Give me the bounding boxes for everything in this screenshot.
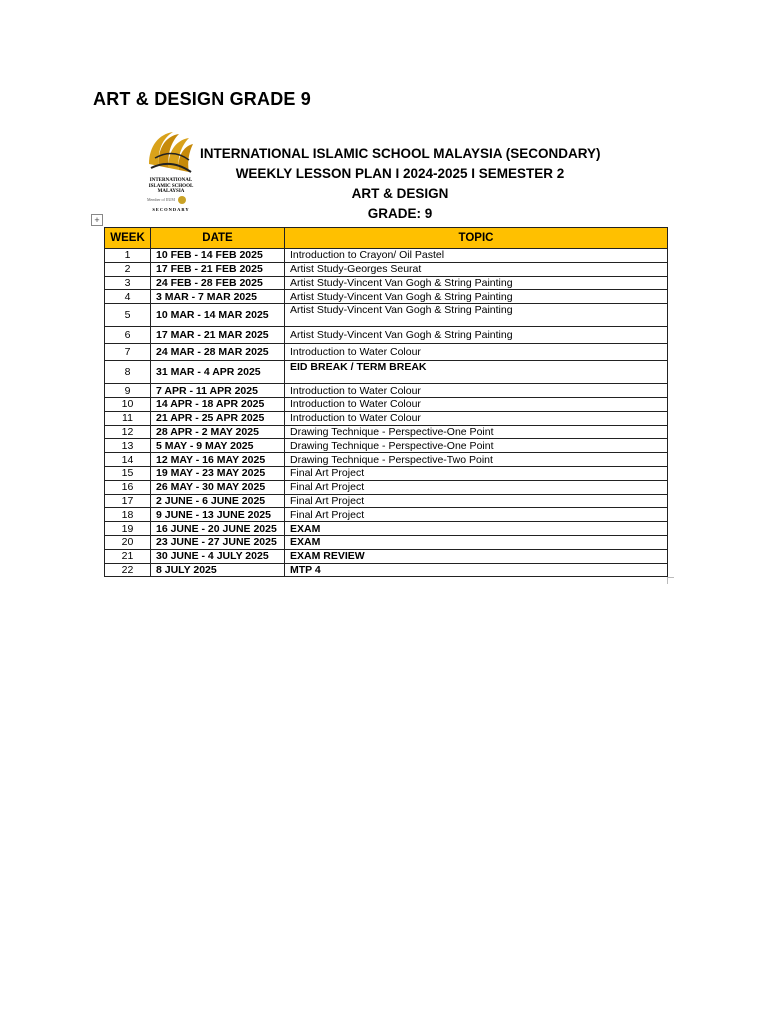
table-row bbox=[105, 549, 668, 563]
week-cell: 11 bbox=[105, 411, 151, 425]
lesson-plan-table bbox=[104, 227, 668, 577]
topic-cell: Introduction to Crayon/ Oil Pastel bbox=[285, 249, 668, 263]
table-row bbox=[105, 563, 668, 577]
table-row bbox=[105, 522, 668, 536]
week-cell: 12 bbox=[105, 425, 151, 439]
week-cell: 17 bbox=[105, 494, 151, 508]
logo-emblem-icon bbox=[145, 128, 197, 176]
topic-cell: Introduction to Water Colour bbox=[285, 397, 668, 411]
topic-cell: Artist Study-Vincent Van Gogh & String Painting bbox=[285, 276, 668, 290]
logo-division: SECONDARY bbox=[152, 207, 190, 212]
topic-cell: EXAM bbox=[285, 535, 668, 549]
date-cell: 26 MAY - 30 MAY 2025 bbox=[151, 480, 285, 494]
week-cell: 3 bbox=[105, 276, 151, 290]
date-cell: 5 MAY - 9 MAY 2025 bbox=[151, 439, 285, 453]
week-cell: 21 bbox=[105, 549, 151, 563]
table-row bbox=[105, 439, 668, 453]
table-row bbox=[105, 249, 668, 263]
week-cell: 6 bbox=[105, 327, 151, 344]
week-cell: 16 bbox=[105, 480, 151, 494]
topic-cell: Artist Study-Georges Seurat bbox=[285, 262, 668, 276]
document-header bbox=[200, 144, 600, 224]
table-row bbox=[105, 304, 668, 327]
date-cell: 17 FEB - 21 FEB 2025 bbox=[151, 262, 285, 276]
date-cell: 24 FEB - 28 FEB 2025 bbox=[151, 276, 285, 290]
subject-name: ART & DESIGN bbox=[351, 186, 449, 201]
week-cell: 18 bbox=[105, 508, 151, 522]
date-cell: 8 JULY 2025 bbox=[151, 563, 285, 577]
topic-cell: Artist Study-Vincent Van Gogh & String Painting bbox=[285, 290, 668, 304]
topic-cell: Introduction to Water Colour bbox=[285, 411, 668, 425]
school-name: INTERNATIONAL ISLAMIC SCHOOL MALAYSIA (SECONDARY) bbox=[200, 146, 601, 161]
school-logo bbox=[145, 128, 197, 216]
week-cell: 1 bbox=[105, 249, 151, 263]
topic-cell: EXAM bbox=[285, 522, 668, 536]
table-row bbox=[105, 262, 668, 276]
date-cell: 31 MAR - 4 APR 2025 bbox=[151, 361, 285, 384]
date-cell: 28 APR - 2 MAY 2025 bbox=[151, 425, 285, 439]
topic-cell: Introduction to Water Colour bbox=[285, 344, 668, 361]
column-header-week: WEEK bbox=[105, 228, 151, 249]
week-cell: 22 bbox=[105, 563, 151, 577]
table-row bbox=[105, 425, 668, 439]
table-row bbox=[105, 397, 668, 411]
topic-cell: Final Art Project bbox=[285, 508, 668, 522]
table-resize-handle[interactable] bbox=[667, 577, 674, 584]
date-cell: 24 MAR - 28 MAR 2025 bbox=[151, 344, 285, 361]
table-row bbox=[105, 344, 668, 361]
week-cell: 8 bbox=[105, 361, 151, 384]
topic-cell: Introduction to Water Colour bbox=[285, 384, 668, 398]
date-cell: 7 APR - 11 APR 2025 bbox=[151, 384, 285, 398]
week-cell: 10 bbox=[105, 397, 151, 411]
date-cell: 21 APR - 25 APR 2025 bbox=[151, 411, 285, 425]
table-row bbox=[105, 411, 668, 425]
table-row bbox=[105, 327, 668, 344]
page-title: ART & DESIGN GRADE 9 bbox=[93, 89, 312, 109]
week-cell: 9 bbox=[105, 384, 151, 398]
table-row bbox=[105, 480, 668, 494]
week-cell: 4 bbox=[105, 290, 151, 304]
week-cell: 15 bbox=[105, 466, 151, 480]
logo-tagline: Member of IIUM bbox=[147, 196, 199, 204]
date-cell: 12 MAY - 16 MAY 2025 bbox=[151, 453, 285, 467]
table-move-handle-icon[interactable]: + bbox=[91, 214, 103, 226]
topic-cell: Artist Study-Vincent Van Gogh & String Painting bbox=[285, 304, 668, 327]
topic-cell: Final Art Project bbox=[285, 494, 668, 508]
date-cell: 16 JUNE - 20 JUNE 2025 bbox=[151, 522, 285, 536]
topic-cell: MTP 4 bbox=[285, 563, 668, 577]
topic-cell: Drawing Technique - Perspective-One Point bbox=[285, 439, 668, 453]
date-cell: 10 MAR - 14 MAR 2025 bbox=[151, 304, 285, 327]
table-row bbox=[105, 276, 668, 290]
date-cell: 30 JUNE - 4 JULY 2025 bbox=[151, 549, 285, 563]
week-cell: 20 bbox=[105, 535, 151, 549]
week-cell: 2 bbox=[105, 262, 151, 276]
table-row bbox=[105, 494, 668, 508]
column-header-date: DATE bbox=[151, 228, 285, 249]
table-header-row bbox=[105, 228, 668, 249]
plan-title: WEEKLY LESSON PLAN I 2024-2025 I SEMESTER 2 bbox=[235, 166, 565, 181]
table-body bbox=[105, 249, 668, 577]
topic-cell: Artist Study-Vincent Van Gogh & String Painting bbox=[285, 327, 668, 344]
topic-cell: Final Art Project bbox=[285, 480, 668, 494]
week-cell: 19 bbox=[105, 522, 151, 536]
week-cell: 14 bbox=[105, 453, 151, 467]
table-row bbox=[105, 384, 668, 398]
topic-cell: Final Art Project bbox=[285, 466, 668, 480]
date-cell: 10 FEB - 14 FEB 2025 bbox=[151, 249, 285, 263]
topic-cell: EXAM REVIEW bbox=[285, 549, 668, 563]
column-header-topic: TOPIC bbox=[285, 228, 668, 249]
table-row bbox=[105, 508, 668, 522]
date-cell: 17 MAR - 21 MAR 2025 bbox=[151, 327, 285, 344]
table-row bbox=[105, 361, 668, 384]
date-cell: 9 JUNE - 13 JUNE 2025 bbox=[151, 508, 285, 522]
table-row bbox=[105, 290, 668, 304]
date-cell: 3 MAR - 7 MAR 2025 bbox=[151, 290, 285, 304]
iium-seal-icon bbox=[178, 196, 186, 204]
table-row bbox=[105, 453, 668, 467]
date-cell: 23 JUNE - 27 JUNE 2025 bbox=[151, 535, 285, 549]
week-cell: 7 bbox=[105, 344, 151, 361]
date-cell: 14 APR - 18 APR 2025 bbox=[151, 397, 285, 411]
date-cell: 19 MAY - 23 MAY 2025 bbox=[151, 466, 285, 480]
grade-label: GRADE: 9 bbox=[367, 206, 433, 221]
logo-name: INTERNATIONAL ISLAMIC SCHOOL MALAYSIA bbox=[148, 178, 194, 194]
table-row bbox=[105, 466, 668, 480]
week-cell: 13 bbox=[105, 439, 151, 453]
week-cell: 5 bbox=[105, 304, 151, 327]
topic-cell: Drawing Technique - Perspective-One Point bbox=[285, 425, 668, 439]
table-row bbox=[105, 535, 668, 549]
topic-cell: EID BREAK / TERM BREAK bbox=[285, 361, 668, 384]
date-cell: 2 JUNE - 6 JUNE 2025 bbox=[151, 494, 285, 508]
topic-cell: Drawing Technique - Perspective-Two Point bbox=[285, 453, 668, 467]
